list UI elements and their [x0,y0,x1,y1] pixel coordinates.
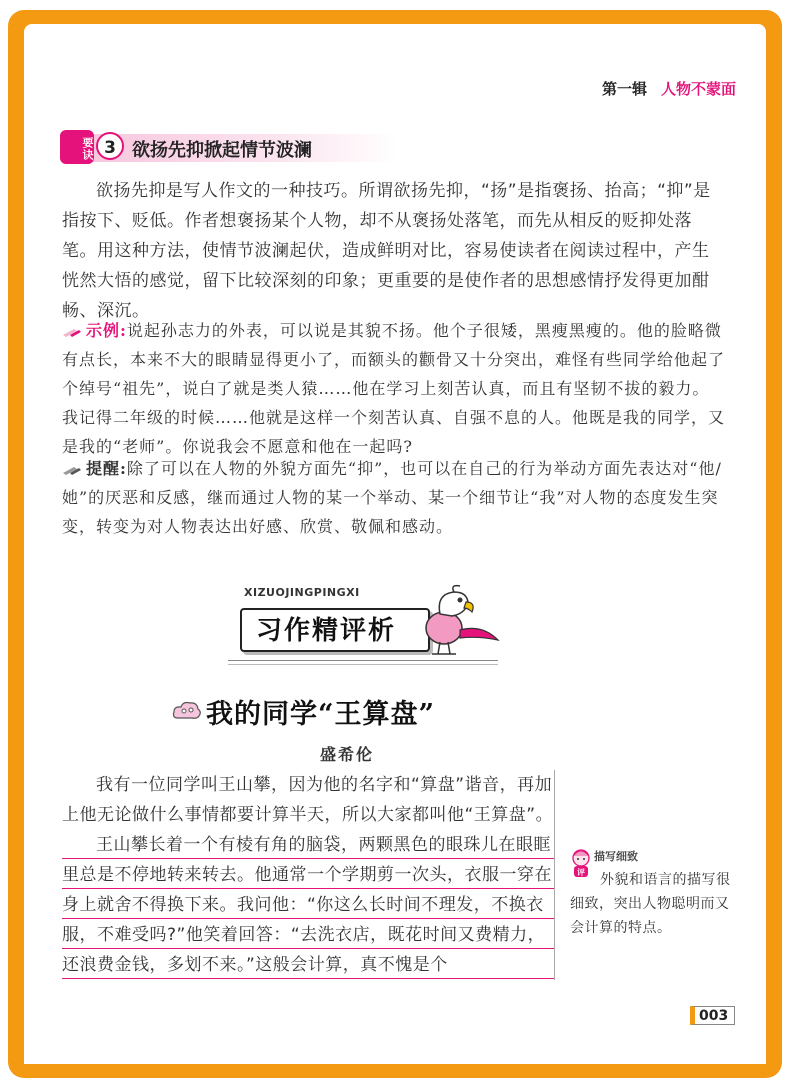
side-badge: 评 [577,868,585,877]
article-paragraph-2: 王山攀长着一个有棱有角的脑袋，两颗黑色的眼珠儿在眼眶里总是不停地转来转去。他通常一个学期剪一次头，衣服一穿在身上就舍不得换下来。我问他：“你这么长时间不理发，不换衣服，不难受吗?”他笑着回答：“去洗衣店，既花时间又费精力，还浪费金钱，多划不来。”这般会计算，真不愧是个 [62,830,554,980]
tip-number: 3 [96,132,124,160]
reminder-label: 提醒: [86,459,127,478]
section-banner [240,584,500,666]
tip-title: 欲扬先抑掀起情节波澜 [132,140,312,161]
header-section: 人物不蒙面 [660,80,736,98]
article-title: 我的同学“王算盘” [206,699,436,730]
intro-paragraph: 欲扬先抑是写人作文的一种技巧。所谓欲扬先抑，“扬”是指褒扬、抬高；“抑”是指按下、贬低。作者想褒扬某个人物，却不从褒扬处落笔，而先从相反的贬抑处落笔。用这种方法，使情节波澜起伏，造成鲜明对比，容易使读者在阅读过程中，产生恍然大悟的感觉，留下比较深刻的印象；更重要的是使作者的思想感情抒发得更加酣畅、深沉。 [62,181,711,321]
margin-comment-label: 描写细致 [594,850,638,863]
banner-title: 习作精评析 [256,616,397,646]
page-number: 003 [690,1006,735,1025]
article-author: 盛希伦 [320,745,375,764]
article-paragraph-1: 我有一位同学叫王山攀，因为他的名字和“算盘”谐音，再加上他无论做什么事情都要计算半天，所以大家都叫他“王算盘”。 [62,775,554,825]
reminder-block [62,454,726,541]
banner-rule-thin [228,664,498,665]
tip-heading [60,128,420,162]
running-header [602,78,736,99]
header-part: 第一辑 [601,80,647,98]
tip-badge: 要诀 [60,130,94,164]
pencil-icon [62,465,82,475]
pencil-icon [62,327,82,337]
margin-comment-text: 外貌和语言的描写很细致，突出人物聪明而又会计算的特点。 [570,872,731,936]
example-label: 示例: [86,321,127,340]
reminder-text: 除了可以在人物的外貌方面先“抑”，也可以在自己的行为举动方面先表达对“他/她”的厌恶和反感，继而通过人物的某一个举动、某一个细节让“我”对人物的态度发生突变，转变为对人物表达出好感、欣赏、敬佩和感动。 [62,459,722,536]
banner-pinyin: XIZUOJINGPINGXI [244,586,360,599]
article-body [62,770,555,980]
banner-rule [228,660,498,661]
example-block [62,316,726,461]
cloud-icon [172,700,202,722]
parrot-icon [416,584,500,664]
example-text: 说起孙志力的外表，可以说是其貌不扬。他个子很矮，黑瘦黑瘦的。他的脸略微有点长，本来不大的眼睛显得更小了，而额头的颧骨又十分突出，难怪有些同学给他起了个绰号“祖先”，说白了就是类人猿……他在学习上刻苦认真，而且有坚韧不拔的毅力。我记得二年级的时候……他就是这样一个刻苦认真、自强不息的人。他既是我的同学，又是我的“老师”。你说我会不愿意和他在一起吗? [62,321,726,456]
